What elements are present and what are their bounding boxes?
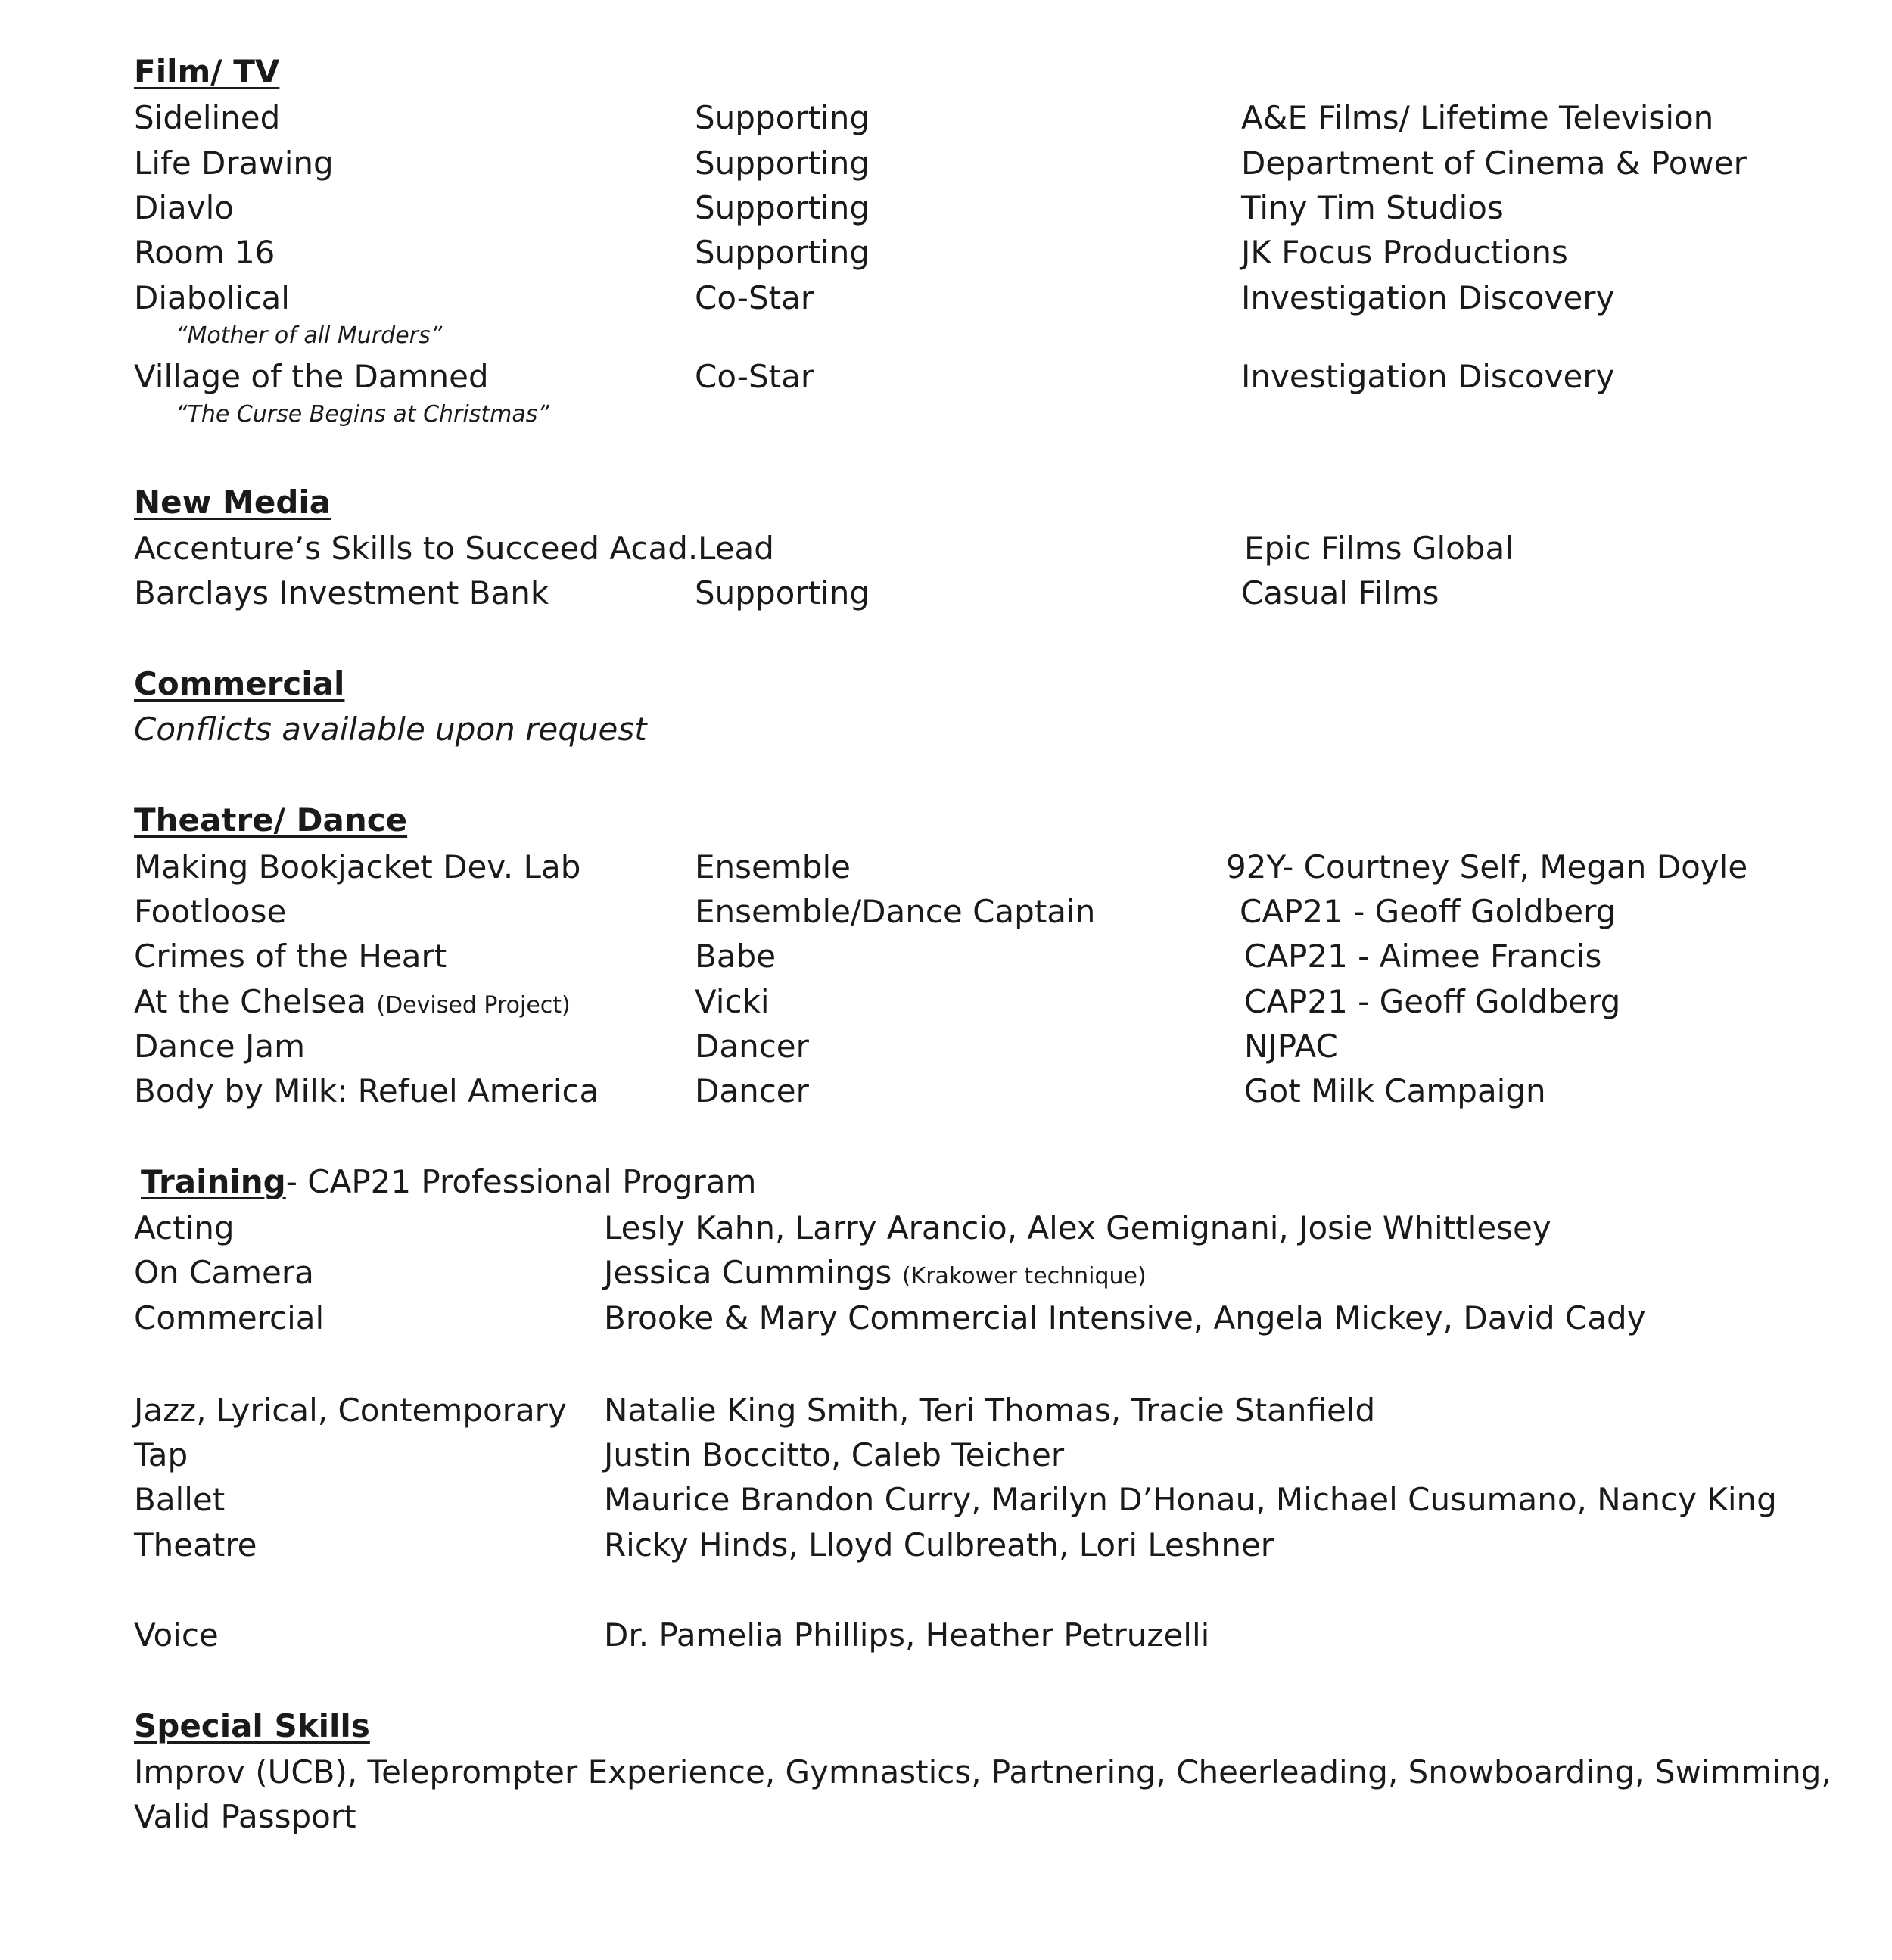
credit-role: Supporting — [695, 189, 870, 226]
credit-role: Lead — [698, 530, 774, 567]
training-teachers: Natalie King Smith, Teri Thomas, Tracie Stanfield — [604, 1392, 1376, 1429]
credit-company: 92Y- Courtney Self, Megan Doyle — [1226, 848, 1748, 885]
credit-role: Ensemble/Dance Captain — [695, 893, 1096, 930]
training-teachers: Lesly Kahn, Larry Arancio, Alex Gemignani, Josie Whittlesey — [604, 1209, 1551, 1246]
credit-company: Tiny Tim Studios — [1241, 189, 1504, 226]
credit-company: CAP21 - Geoff Goldberg — [1240, 893, 1617, 930]
credit-title: Diabolical — [134, 279, 290, 316]
credit-role: Babe — [695, 938, 776, 975]
credit-role: Dancer — [695, 1072, 809, 1109]
training-program: - CAP21 Professional Program — [285, 1163, 757, 1200]
credit-title-note: (Devised Project) — [376, 992, 571, 1019]
section-heading-special-skills: Special Skills — [134, 1707, 370, 1744]
training-skill: Voice — [134, 1616, 219, 1654]
training-skill: Jazz, Lyrical, Contemporary — [134, 1392, 567, 1429]
training-skill: Ballet — [134, 1481, 226, 1518]
section-heading-new-media: New Media — [134, 484, 331, 521]
credit-role: Co-Star — [695, 358, 814, 395]
training-teachers: Maurice Brandon Curry, Marilyn D’Honau, Michael Cusumano, Nancy King — [604, 1481, 1777, 1518]
training-skill: Commercial — [134, 1299, 325, 1336]
credit-title: Body by Milk: Refuel America — [134, 1072, 599, 1109]
training-teachers: Dr. Pamelia Phillips, Heather Petruzelli — [604, 1616, 1210, 1654]
credit-title: Diavlo — [134, 189, 234, 226]
credit-company: CAP21 - Geoff Goldberg — [1244, 983, 1621, 1020]
training-teachers-note: (Krakower technique) — [901, 1263, 1147, 1290]
special-skills-text: Valid Passport — [134, 1798, 356, 1835]
credit-company: Department of Cinema & Power — [1241, 145, 1747, 182]
credit-company: A&E Films/ Lifetime Television — [1241, 99, 1714, 136]
credit-company: Got Milk Campaign — [1244, 1072, 1546, 1109]
credit-title: Barclays Investment Bank — [134, 574, 549, 611]
training-teachers — [604, 1253, 1147, 1296]
credit-title: Footloose — [134, 893, 287, 930]
credit-role: Vicki — [695, 983, 770, 1020]
credit-title: Making Bookjacket Dev. Lab — [134, 848, 581, 885]
credit-company: CAP21 - Aimee Francis — [1244, 938, 1602, 975]
credit-company: JK Focus Productions — [1241, 234, 1568, 271]
section-heading-training: Training — [141, 1163, 286, 1200]
training-skill: On Camera — [134, 1254, 314, 1291]
section-heading-commercial: Commercial — [134, 665, 345, 702]
credit-role: Dancer — [695, 1028, 809, 1065]
training-skill: Acting — [134, 1209, 235, 1246]
section-heading-film-tv: Film/ TV — [134, 53, 280, 90]
credit-company: Epic Films Global — [1244, 530, 1514, 567]
section-heading-theatre-dance: Theatre/ Dance — [134, 801, 408, 838]
training-teachers: Justin Boccitto, Caleb Teicher — [604, 1436, 1065, 1473]
credit-company: Investigation Discovery — [1241, 279, 1615, 316]
credit-role: Supporting — [695, 99, 870, 136]
credit-company: Investigation Discovery — [1241, 358, 1615, 395]
credit-title-text: At the Chelsea — [134, 983, 367, 1020]
training-teachers: Brooke & Mary Commercial Intensive, Angela Mickey, David Cady — [604, 1299, 1646, 1336]
credit-role: Supporting — [695, 234, 870, 271]
episode-title: “The Curse Begins at Christmas” — [176, 401, 549, 428]
credit-title: Sidelined — [134, 99, 281, 136]
training-teachers-text: Jessica Cummings — [604, 1254, 892, 1291]
training-heading-line — [141, 1162, 756, 1202]
credit-role: Co-Star — [695, 279, 814, 316]
credit-title: Room 16 — [134, 234, 275, 271]
credit-title: Village of the Damned — [134, 358, 489, 395]
training-teachers: Ricky Hinds, Lloyd Culbreath, Lori Leshner — [604, 1526, 1274, 1563]
credit-title — [134, 982, 571, 1025]
credit-title: Crimes of the Heart — [134, 938, 447, 975]
credit-company: NJPAC — [1244, 1028, 1338, 1065]
credit-role: Supporting — [695, 145, 870, 182]
credit-role: Supporting — [695, 574, 870, 611]
commercial-note: Conflicts available upon request — [134, 711, 647, 748]
episode-title: “Mother of all Murders” — [176, 322, 443, 349]
special-skills-text: Improv (UCB), Teleprompter Experience, Gymnastics, Partnering, Cheerleading, Snowboarding, Swimming, — [134, 1753, 1831, 1790]
credit-title: Accenture’s Skills to Succeed Acad. — [134, 530, 699, 567]
credit-role: Ensemble — [695, 848, 851, 885]
credit-title: Dance Jam — [134, 1028, 306, 1065]
credit-title: Life Drawing — [134, 145, 334, 182]
credit-company: Casual Films — [1241, 574, 1439, 611]
training-skill: Tap — [134, 1436, 188, 1473]
training-skill: Theatre — [134, 1526, 257, 1563]
